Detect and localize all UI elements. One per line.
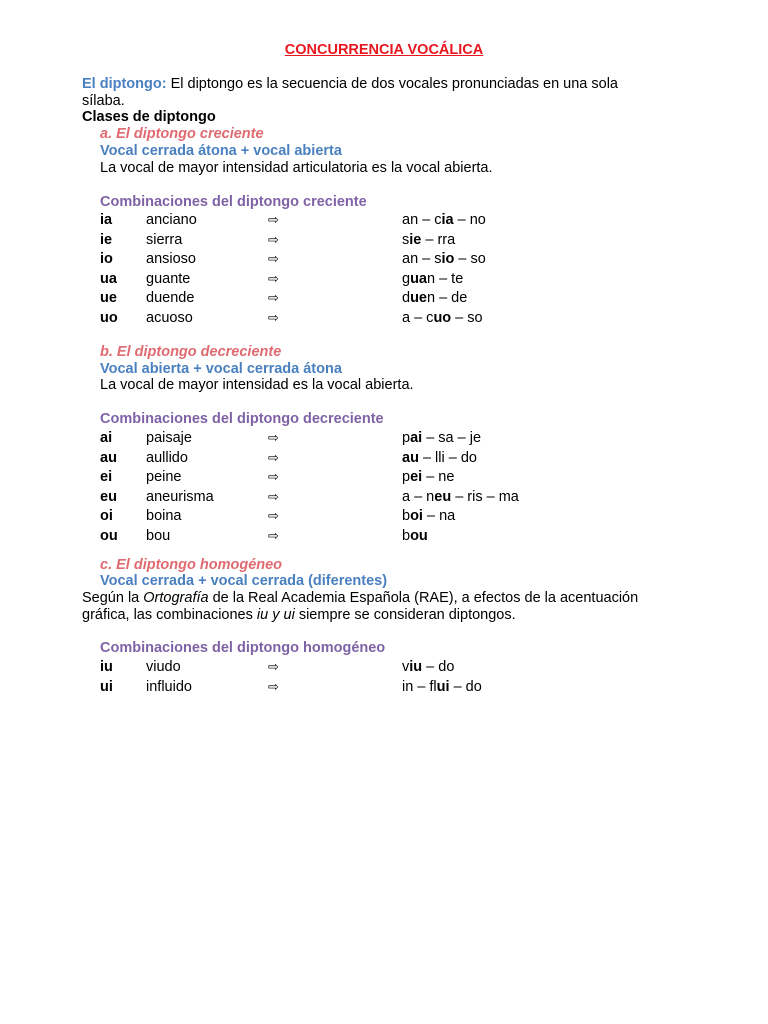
syllable-division [402, 250, 486, 268]
syllable-diphthong: iu [409, 659, 423, 675]
example-word: viudo [146, 659, 181, 675]
example-word: anciano [146, 212, 197, 228]
section-a-heading: a. El diptongo creciente [100, 126, 264, 142]
section-c-desc-italic-1: Ortografía [143, 590, 209, 606]
table-row [0, 678, 768, 696]
section-c-desc-2: de la Real Academia Española (RAE), a efectos de la acentuación [208, 590, 639, 606]
syllable-prefix: p [402, 469, 411, 485]
syllable-diphthong: ua [410, 270, 427, 287]
arrow-icon: ⇨ [268, 449, 279, 465]
section-c-heading: c. El diptongo homogéneo [100, 557, 283, 573]
arrow-icon: ⇨ [268, 527, 279, 543]
example-word: bou [146, 527, 171, 544]
syllable-division [402, 527, 428, 545]
vowel-pair: ie [100, 231, 113, 248]
syllable-diphthong: ue [410, 290, 427, 306]
syllable-prefix: a – n [402, 488, 435, 505]
syllable-prefix: g [402, 270, 411, 287]
arrow-icon: ⇨ [268, 430, 279, 445]
syllable-suffix: – so [454, 251, 486, 267]
section-b-heading: b. El diptongo decreciente [100, 344, 282, 360]
syllable-division [402, 658, 454, 676]
example-word: aneurisma [146, 488, 214, 505]
syllable-division [402, 270, 463, 288]
example-word: guante [146, 270, 191, 287]
intro-label: El diptongo: [82, 76, 167, 92]
section-a-formula: Vocal cerrada átona + vocal abierta [100, 143, 342, 159]
syllable-prefix: a – c [402, 309, 434, 326]
syllable-division [402, 488, 519, 506]
section-c-description [82, 590, 708, 624]
syllable-prefix: s [402, 231, 410, 248]
vowel-pair: au [100, 449, 117, 466]
table-row [0, 309, 768, 327]
intro-text-1: El diptongo es la secuencia de dos vocales pronunciadas en una sola [166, 76, 618, 92]
example-word: sierra [146, 231, 183, 248]
arrow-icon: ⇨ [268, 290, 279, 305]
vowel-pair: iu [100, 659, 113, 675]
syllable-prefix: p [402, 430, 411, 446]
table-row [0, 231, 768, 249]
arrow-icon: ⇨ [268, 678, 279, 694]
syllable-division [402, 231, 455, 249]
arrow-icon: ⇨ [268, 251, 279, 266]
syllable-division [402, 468, 454, 486]
syllable-suffix: – ne [422, 469, 455, 485]
vowel-pair: ui [100, 678, 113, 695]
vowel-pair: eu [100, 488, 117, 505]
table-row [0, 270, 768, 288]
syllable-prefix: b [402, 527, 411, 544]
example-word: influido [146, 678, 192, 695]
table-row [0, 289, 768, 307]
section-b-description: La vocal de mayor intensidad es la vocal abierta. [100, 377, 414, 393]
syllable-diphthong: ei [410, 469, 423, 485]
table-row [0, 527, 768, 545]
syllable-suffix: – no [453, 212, 486, 228]
example-word: acuoso [146, 309, 193, 326]
syllable-suffix: – ris – ma [451, 488, 519, 505]
table-row [0, 449, 768, 467]
intro-line-1 [82, 76, 618, 93]
table-row [0, 250, 768, 268]
vowel-pair: ia [100, 212, 113, 228]
syllable-prefix: v [402, 659, 410, 675]
table-row [0, 658, 768, 676]
syllable-diphthong: uo [433, 309, 452, 326]
arrow-icon: ⇨ [268, 231, 279, 247]
section-b-combos-heading: Combinaciones del diptongo decreciente [100, 411, 384, 427]
syllable-division [402, 289, 467, 307]
syllable-suffix: n – te [427, 270, 464, 287]
example-word: aullido [146, 449, 188, 466]
section-c-desc-1: Según la [82, 590, 144, 606]
example-word: boina [146, 508, 182, 524]
syllable-diphthong: ia [441, 212, 454, 228]
syllable-division [402, 309, 483, 327]
example-word: peine [146, 469, 182, 485]
section-a-combos-heading: Combinaciones del diptongo creciente [100, 194, 367, 210]
syllable-division [402, 678, 482, 696]
vowel-pair: ua [100, 270, 117, 287]
classes-heading: Clases de diptongo [82, 109, 216, 125]
arrow-icon: ⇨ [268, 488, 279, 504]
syllable-suffix: – do [422, 659, 455, 675]
syllable-suffix: – na [422, 508, 456, 524]
vowel-pair: ai [100, 430, 113, 446]
arrow-icon: ⇨ [268, 270, 279, 286]
section-b-formula: Vocal abierta + vocal cerrada átona [100, 361, 342, 377]
vowel-pair: uo [100, 309, 118, 326]
table-row [0, 429, 768, 447]
vowel-pair: ue [100, 290, 117, 306]
table-row [0, 488, 768, 506]
vowel-pair: oi [100, 508, 113, 524]
syllable-diphthong: au [402, 449, 419, 466]
syllable-prefix: in – fl [402, 678, 437, 695]
syllable-prefix: an – s [402, 251, 442, 267]
intro-text-2: sílaba. [82, 93, 125, 109]
arrow-icon: ⇨ [268, 469, 279, 484]
section-c-formula: Vocal cerrada + vocal cerrada (diferentes) [100, 573, 388, 589]
example-word: ansioso [146, 251, 196, 267]
section-c-desc-italic-2: iu y ui [256, 607, 295, 623]
example-word: paisaje [146, 430, 192, 446]
vowel-pair: ei [100, 469, 113, 485]
syllable-prefix: d [402, 290, 411, 306]
section-c-desc-4: siempre se consideran diptongos. [294, 607, 516, 623]
page-title: CONCURRENCIA VOCÁLICA [284, 42, 484, 58]
arrow-icon: ⇨ [268, 659, 279, 674]
syllable-suffix: – do [449, 678, 482, 695]
table-row [0, 468, 768, 486]
example-word: duende [146, 290, 195, 306]
syllable-diphthong: ai [410, 430, 423, 446]
syllable-diphthong: oi [410, 508, 423, 524]
syllable-diphthong: eu [434, 488, 452, 505]
section-c-combos-heading: Combinaciones del diptongo homogéneo [100, 640, 386, 656]
syllable-suffix: – rra [421, 231, 456, 248]
syllable-division [402, 211, 486, 229]
syllable-prefix: b [402, 508, 411, 524]
syllable-diphthong: ui [436, 678, 450, 695]
arrow-icon: ⇨ [268, 212, 279, 227]
syllable-diphthong: ie [409, 231, 422, 248]
syllable-division [402, 449, 477, 467]
table-row [0, 211, 768, 229]
arrow-icon: ⇨ [268, 309, 279, 325]
syllable-division [402, 429, 481, 447]
section-a-description: La vocal de mayor intensidad articulatoria es la vocal abierta. [100, 160, 493, 176]
syllable-prefix: an – c [402, 212, 442, 228]
syllable-division [402, 507, 455, 525]
table-row [0, 507, 768, 525]
syllable-suffix: – lli – do [418, 449, 477, 466]
vowel-pair: io [100, 251, 113, 267]
arrow-icon: ⇨ [268, 508, 279, 523]
section-c-desc-3: gráfica, las combinaciones [82, 607, 257, 623]
syllable-suffix: n – de [427, 290, 468, 306]
syllable-diphthong: io [441, 251, 455, 267]
syllable-suffix: – sa – je [422, 430, 482, 446]
vowel-pair: ou [100, 527, 118, 544]
syllable-diphthong: ou [410, 527, 428, 544]
syllable-suffix: – so [451, 309, 483, 326]
